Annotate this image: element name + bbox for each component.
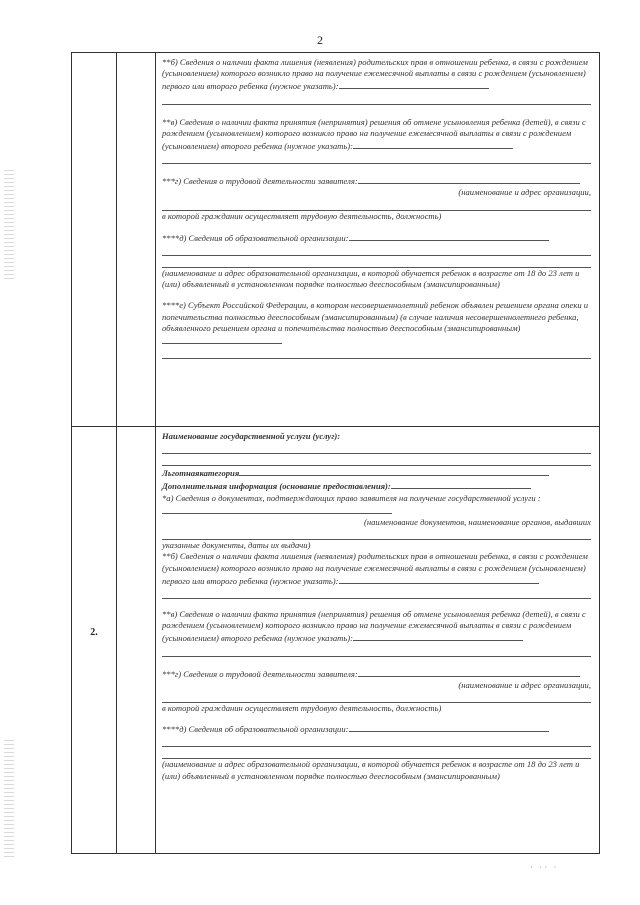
row1-d-hint: (наименование и адрес образовательной организации, в которой обучается ребенок в возрасте от 18 до 23 лет и (или) объявленный в установленном порядке полностью дееспособным (эмансипированным): [162, 268, 580, 290]
row2-a-hint-1: (наименование документов, наименование органов, выдавших: [364, 517, 591, 528]
row2-item-d: ****д) Сведения об образовательной организации:: [162, 722, 591, 735]
fill-line: [162, 529, 591, 540]
row2-g-hint-1: (наименование и адрес организации,: [458, 679, 591, 690]
fill-line: [162, 588, 591, 599]
column-divider: [155, 53, 156, 853]
fill-line: [162, 348, 591, 359]
row2-a-hint-2: указанные документы, даты их выдачи): [162, 540, 311, 551]
row2-item-a: *а) Сведения о документах, подтверждающих право заявителя на получение государственной услуги :: [162, 493, 591, 517]
form-table: [71, 52, 600, 854]
row2-g-hint-2: в которой гражданин осуществляет трудовую деятельность, должность): [162, 703, 442, 714]
row-2-content: [162, 431, 591, 782]
service-name-label: Наименование государственной услуги (услуг):: [162, 431, 341, 441]
row2-d-hint: (наименование и адрес образовательной организации, в которой обучается ребенок в возрасте от 18 до 23 лет и (или) объявленный в установленном порядке полностью дееспособным (эмансипированным): [162, 759, 580, 781]
fill-line: [162, 692, 591, 703]
category-label: Льготнаякатегория: [162, 466, 591, 479]
row-number: 2.: [90, 627, 98, 638]
row2-item-g: ***г) Сведения о трудовой деятельности заявителя:: [162, 667, 591, 680]
fill-line: [162, 443, 591, 454]
row1-g-hint-1: (наименование и адрес организации,: [458, 187, 591, 198]
row-1-content: [162, 57, 591, 359]
row-divider: [72, 426, 599, 427]
scan-artifact: [4, 740, 14, 860]
row1-item-v: **в) Сведения о наличии факта принятия (непринятия) решения об отмене усыновления ребенка (детей), в связи с рождением (усыновлением) которого возникло право на получение ежемесячной выплаты в связи с рождением (усыновлением) второго ребенка (нужное указать):: [162, 116, 586, 152]
row1-item-d: ****д) Сведения об образовательной организации:: [162, 231, 591, 244]
fill-line: [162, 257, 591, 268]
fill-line: [162, 245, 591, 256]
page-number: 2: [317, 33, 323, 47]
row2-item-v: **в) Сведения о наличии факта принятия (непринятия) решения об отмене усыновления ребенка (детей), в связи с рождением (усыновлением) которого возникло право на получение ежемесячной выплаты в связи с рождением (усыновлением) второго ребенка (нужное указать):: [162, 609, 586, 644]
fill-line: [162, 200, 591, 211]
fill-line: [162, 153, 591, 164]
additional-info-label: Дополнительная информация (основание предоставления):: [162, 479, 591, 492]
fill-line: [162, 455, 591, 466]
row2-item-b: **б) Сведения о наличии факта лишения (неявления) родительских прав в отношении ребенка, в связи с рождением (усыновлением) которого возникло право на получение ежемесячной выплаты в связи с рождением (усыновлением) первого или второго ребенка (нужное указать):: [162, 551, 588, 586]
fill-line: [162, 736, 591, 747]
scan-artifact: [4, 170, 14, 280]
row1-g-hint-2: в которой гражданин осуществляет трудовую деятельность, должность): [162, 210, 442, 221]
column-divider: [116, 53, 117, 853]
scan-artifact: · ·· ·: [530, 862, 559, 872]
fill-line: [162, 94, 591, 105]
row1-item-e: ****е) Субъект Российской Федерации, в котором несовершеннолетний ребенок объявлен решением органа опеки и попечительства полностью дееспособным (эмансипированным) (в случае наличия несовершеннолетнего ребенка, объявленного решением органа и попечительства полностью дееспособным (эмансипированным): [162, 300, 591, 347]
fill-line: [162, 646, 591, 657]
row1-item-b: **б) Сведения о наличии факта лишения (неявления) родительских прав в отношении ребенка, в связи с рождением (усыновлением) которого возникло право на получение ежемесячной выплаты в связи с рождением (усыновлением) первого или второго ребенка (нужное указать):: [162, 57, 588, 92]
fill-line: [162, 748, 591, 759]
row1-item-g: ***г) Сведения о трудовой деятельности заявителя:: [162, 174, 591, 187]
